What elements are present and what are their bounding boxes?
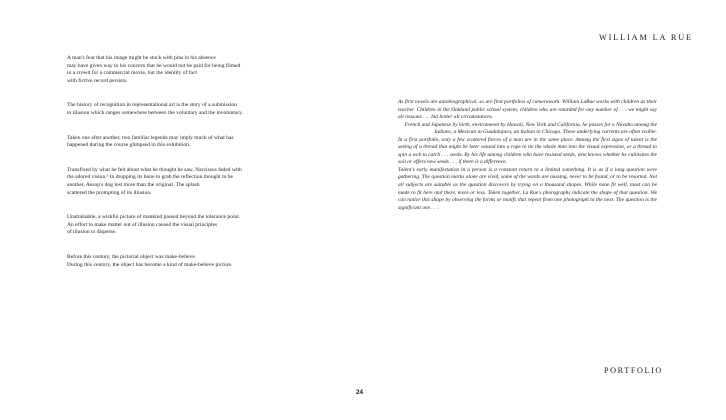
aphorism-paragraph: Before this century, the pictorial object was make-believe. During this century, the object has become a kind of make-believe picture.	[67, 253, 233, 268]
aphorism-paragraph: A man's fear that his image might be stuck with pins in his absence may have given way to his concern that he would not be paid for being filmed in a crowd for a commercial movie, but the identity of fact with fictive record persists.	[67, 55, 241, 84]
page-number: 24	[356, 389, 364, 396]
essay-paragraph: Talent's early manifestation in a person is a constant return to a limited something. It is as if a long question were gathering. The question marks alone are vivid, some of the words are missing, never to be found, or to be resorted. Not all subjects are suitable as the question discovers by trying on a thousand shapes. While none fit well, most can be made to fit here and there, more or less. Taken together, La Rue's photographs indicate the shape of that question. We can notice this shape by observing the forms or motifs that repeat from one photograph to the next. The question is the significant one . . .	[398, 166, 657, 211]
photographer-name-header: WILLIAM LA RUE	[599, 33, 693, 42]
aphorism-paragraph: Transfixed by what he felt about what he thought he saw, Narcissus faded with the adored vision.³ In dropping its bone to grab the reflection thought to be another, Aesop's dog lost more than the original. The splash scattered the prompting of its illusion.	[67, 166, 242, 196]
aphorism-paragraph: Unattainable, a wishful picture of mankind passed beyond the tolerance point. An effort to make matter out of illusion caused the visual principles of illusion to disperse.	[67, 214, 241, 236]
section-label: PORTFOLIO	[604, 366, 663, 375]
essay-paragraph: As first novels are autobiographical, so are first portfolios of camerawork. William LaRue works with children as their teacher. Children in the Oakland public school system, children who are retarded for any number of . . . we might say all reasons . . . but hotter all circumstances.	[398, 99, 657, 121]
aphorism-paragraph: The history of recognition in representational art is the story of a submission to illusion which ranges somewhere between the voluntary and the involuntary.	[67, 102, 244, 116]
aphorism-paragraph: Taken one after another, two familiar legends may imply much of what has happened during the course glimpsed in this exhibition.	[67, 134, 234, 149]
left-column	[67, 55, 332, 286]
essay-column	[398, 99, 657, 212]
essay-paragraph: In a first portfolio, only a few scattered forces of a man are in the same place. Among the first signs of talent is the seeing of a thread that might be later wound into a rope to tie the whole man into the visual expression, or a thread to spin a web to catch . . . seeds. By his life among children who have resisted seeds, who knows whether he cultivates the soil or offers new seeds . . . if there is a difference.	[398, 136, 657, 166]
essay-paragraph: French and Japanese by birth, environment by Hawaii, New York and California, he passes for a Navaho among the Indians, a Mexican in Guadalajara, an Italian in Chicago. These underlying currents are often visible.	[404, 121, 657, 136]
